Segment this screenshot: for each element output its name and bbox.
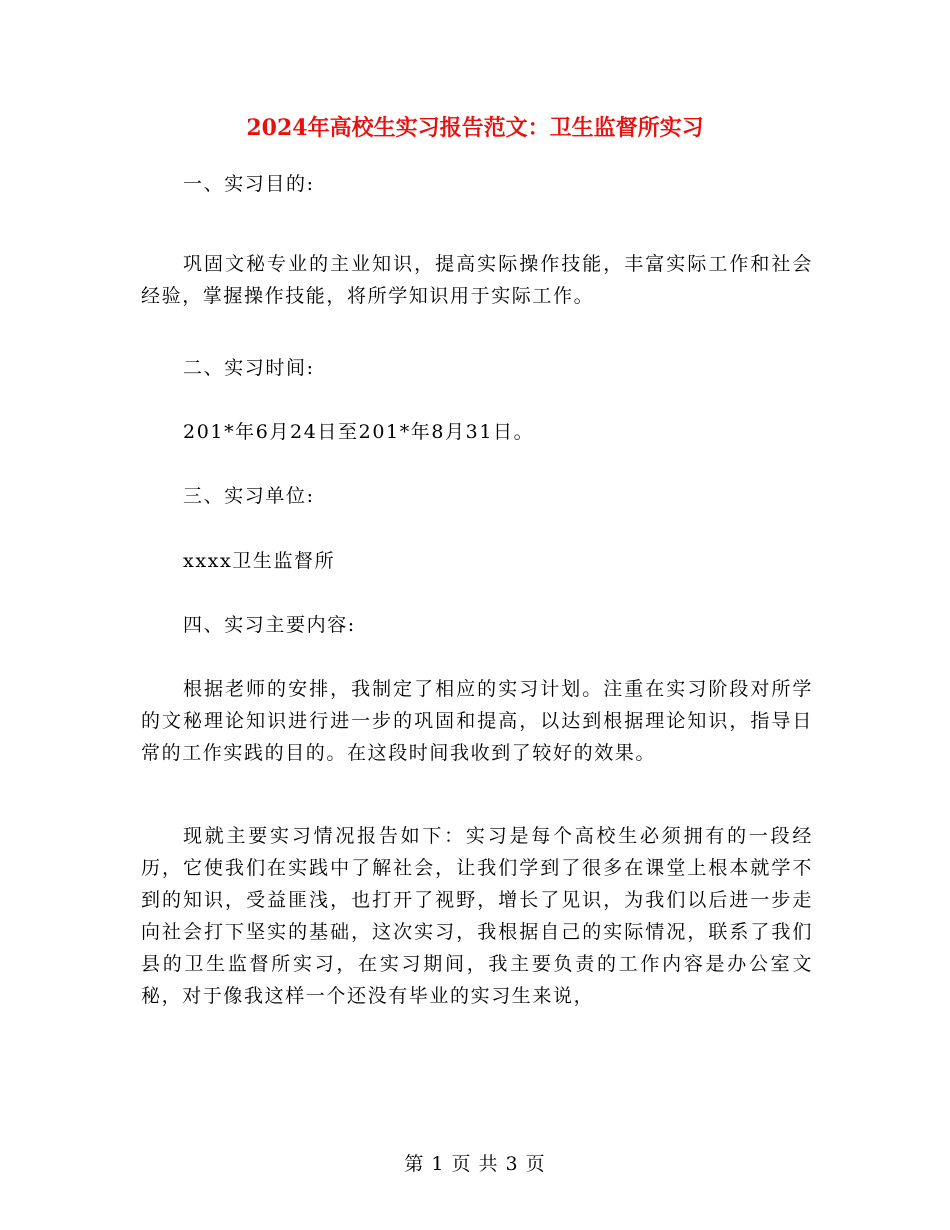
- page-footer: 第 1 页 共 3 页: [404, 1153, 546, 1175]
- section-heading-time: 二、实习时间:: [183, 357, 315, 379]
- document-title: 2024年高校生实习报告范文：卫生监督所实习: [246, 115, 704, 141]
- paragraph-unit: xxxx卫生监督所: [183, 550, 336, 572]
- section-heading-content: 四、实习主要内容:: [183, 614, 356, 636]
- section-heading-purpose: 一、实习目的:: [183, 173, 315, 195]
- paragraph-report: 现就主要实习情况报告如下：实习是每个高校生必须拥有的一段经历，它使我们在实践中了解社会，让我们学到了很多在课堂上根本就学不到的知识，受益匪浅，也打开了视野，增长了见识，为我们以后进一步走向社会打下坚实的基础，这次实习，我根据自己的实际情况，联系了我们县的卫生监督所实习，在实习期间，我主要负责的工作内容是办公室文秘，对于像我这样一个还没有毕业的实习生来说，: [141, 825, 813, 1007]
- paragraph-purpose: 巩固文秘专业的主业知识，提高实际操作技能，丰富实际工作和社会经验，掌握操作技能，将所学知识用于实际工作。: [141, 253, 813, 307]
- paragraph-content: 根据老师的安排，我制定了相应的实习计划。注重在实习阶段对所学的文秘理论知识进行进一步的巩固和提高，以达到根据理论知识，指导日常的工作实践的目的。在这段时间我收到了较好的效果。: [141, 678, 813, 764]
- section-heading-unit: 三、实习单位:: [183, 485, 315, 507]
- paragraph-time: 201*年6月24日至201*年8月31日。: [183, 421, 535, 443]
